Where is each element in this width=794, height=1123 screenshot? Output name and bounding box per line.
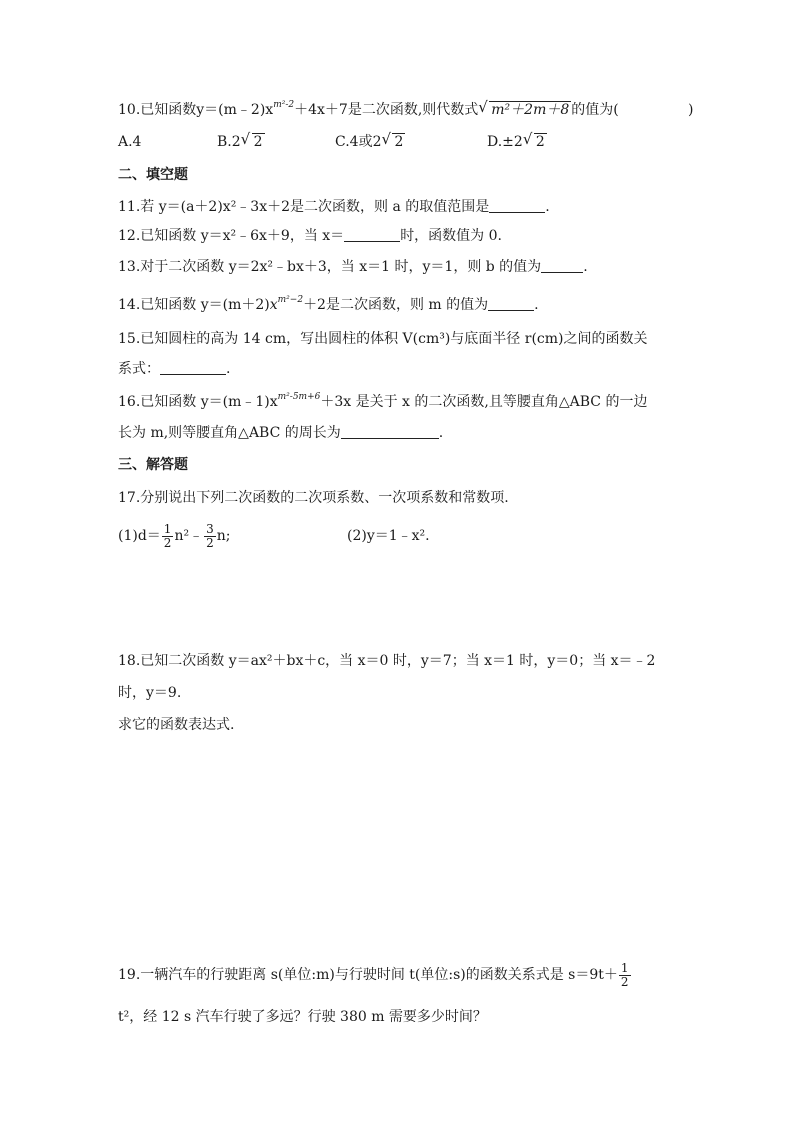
question-16-line-2: 长为 m,则等腰直角△ABC 的周长为 . — [118, 425, 444, 441]
option-b: B.2 √ 2 — [217, 131, 265, 153]
section-title-solutions: 三、解答题 — [118, 457, 188, 473]
answer-blank[interactable] — [489, 198, 545, 213]
question-11: 11.若 y＝(a＋2)x²﹣3x＋2是二次函数，则 a 的取值范围是 . — [118, 199, 550, 215]
question-12: 12.已知函数 y＝x²﹣6x＋9，当 x＝ 时，函数值为 0. — [118, 228, 502, 244]
answer-blank[interactable] — [344, 227, 400, 242]
exponent: m²-5m+6 — [277, 392, 321, 402]
answer-blank[interactable] — [488, 296, 534, 311]
question-16-line-1: 16.已知函数 $y=(m﹣1)x^{m^2-5m+6}+3x$ 是关于 x 的二次函数,且等腰直角△ABC 的一边 — [118, 392, 648, 410]
answer-blank[interactable] — [160, 360, 226, 375]
radical-sign-icon: √ — [381, 130, 392, 148]
sqrt-expression: √ 2 — [522, 130, 545, 150]
radical-sign-icon: √ — [240, 130, 251, 148]
fraction: $\frac{3}{2}$ — [206, 521, 214, 550]
sqrt-expression: √ 2 — [381, 130, 404, 150]
answer-paren-close: ) — [688, 102, 694, 118]
question-14: 14.已知函数 $y=(m+2)x^{m^2-2}+2$是二次函数，则 m 的值为 . — [118, 295, 539, 313]
sqrt-expression: √ m²＋2m＋8 — [478, 98, 570, 118]
answer-blank[interactable] — [541, 258, 583, 273]
question-10: 10.已知函数$y=(m﹣2)x^{m^2-2}+4x+7$是二次函数,则代数式 √ m²＋2m＋8 的值为( — [118, 99, 619, 121]
question-15-line-1: 15.已知圆柱的高为 14 cm，写出圆柱的体积 V(cm³)与底面半径 r(cm)之间的函数关 — [118, 331, 648, 347]
fraction: $\frac{1}{2}$ — [620, 960, 629, 989]
question-18-line-1: 18.已知二次函数 y＝ax²＋bx＋c，当 x＝0 时，y＝7；当 x＝1 时，y＝0；当 x＝﹣2 — [118, 653, 656, 669]
answer-blank[interactable] — [341, 424, 439, 439]
exponent: m²−2 — [277, 295, 304, 305]
option-d: D.±2 √ 2 — [487, 131, 547, 153]
question-15-line-2: 系式： . — [118, 361, 231, 377]
question-13: 13.对于二次函数 y＝2x²﹣bx＋3，当 x＝1 时，y＝1，则 b 的值为 . — [118, 259, 588, 275]
radical-sign-icon: √ — [522, 130, 533, 148]
question-17-part-2: (2)y＝1﹣x². — [347, 528, 430, 544]
radical-sign-icon: √ — [478, 98, 488, 116]
exponent: m²-2 — [273, 100, 295, 110]
question-18-line-3: 求它的函数表达式. — [118, 717, 235, 733]
section-title-fill-in: 二、填空题 — [118, 167, 188, 183]
option-c: C.4或2 √ 2 — [335, 131, 405, 153]
question-17: 17.分别说出下列二次函数的二次项系数、一次项系数和常数项. — [118, 490, 509, 506]
question-17-part-1: (1)d＝ $\frac{1}{2}$ n²﹣ $\frac{3}{2}$ n; — [118, 521, 231, 550]
question-19-line-1: 19.一辆汽车的行驶距离 s(单位:m)与行驶时间 t(单位:s)的函数关系式是 s＝9t＋ $\frac{1}{2}$ — [118, 960, 629, 989]
fraction: $\frac{1}{2}$ — [163, 521, 172, 550]
question-19-line-2: t²，经 12 s 汽车行驶了多远？行驶 380 m 需要多少时间？ — [118, 1009, 487, 1025]
option-a: A.4 — [118, 134, 142, 150]
question-18-line-2: 时，y＝9. — [118, 685, 182, 701]
sqrt-expression: √ 2 — [240, 130, 263, 150]
